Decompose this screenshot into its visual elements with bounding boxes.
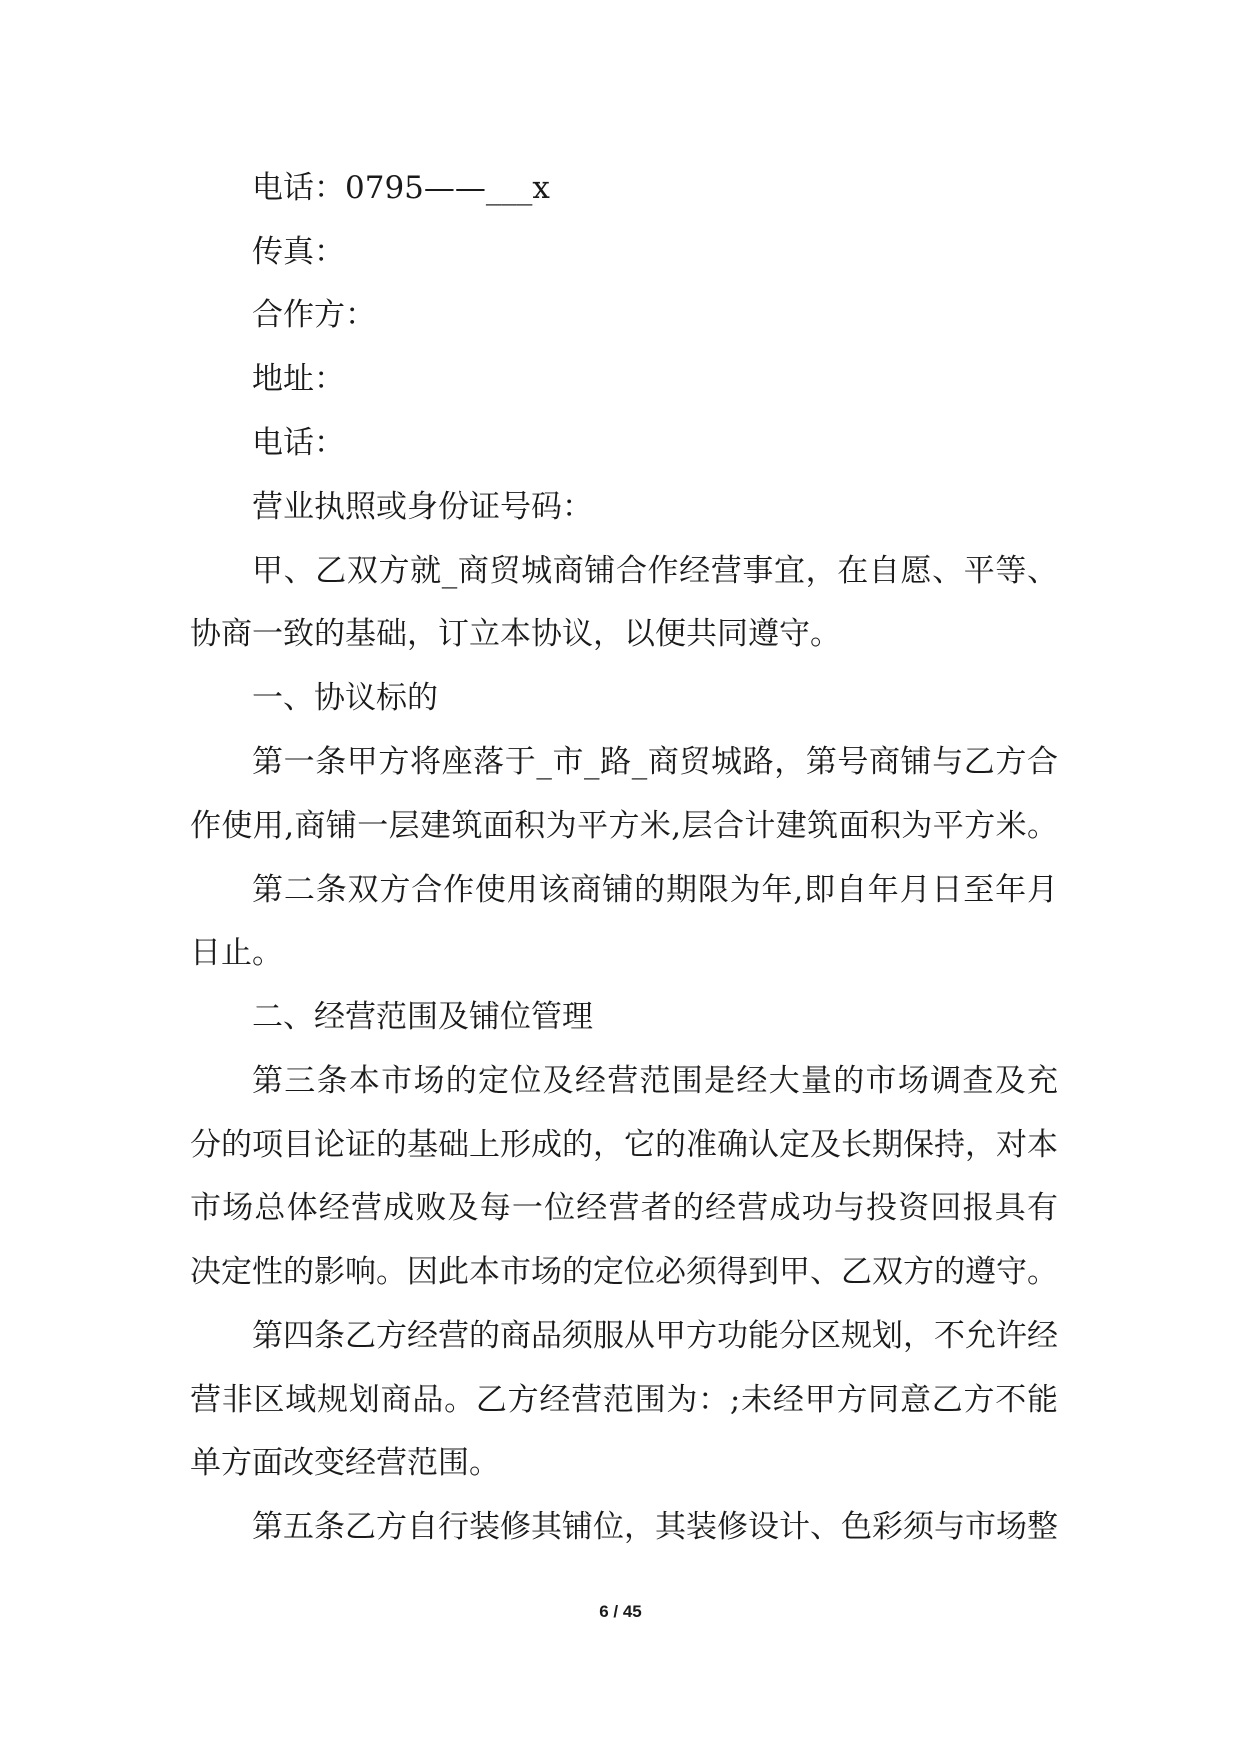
paragraph-line: 市场总体经营成败及每一位经营者的经营成功与投资回报具有 xyxy=(190,1190,1058,1226)
section-heading: 二、经营范围及铺位管理 xyxy=(252,999,593,1035)
address-line: 地址： xyxy=(252,361,345,397)
paragraph-line: 日止。 xyxy=(190,935,283,971)
partner-line: 合作方： xyxy=(252,297,376,333)
section-heading: 一、协议标的 xyxy=(252,680,438,716)
page-number: 6 / 45 xyxy=(599,1602,642,1621)
paragraph-line: 第三条本市场的定位及经营范围是经大量的市场调查及充 xyxy=(252,1063,1058,1099)
paragraph-line: 第四条乙方经营的商品须服从甲方功能分区规划，不允许经 xyxy=(252,1318,1058,1354)
paragraph-line: 分的项目论证的基础上形成的，它的准确认定及长期保持，对本 xyxy=(190,1127,1058,1163)
paragraph-line: 第一条甲方将座落于_市_路_商贸城路，第号商铺与乙方合 xyxy=(252,744,1058,780)
paragraph-line: 第二条双方合作使用该商铺的期限为年,即自年月日至年月 xyxy=(252,872,1058,908)
fax-line: 传真： xyxy=(252,234,345,270)
paragraph-line: 甲、乙双方就_商贸城商铺合作经营事宜，在自愿、平等、 xyxy=(252,553,1058,589)
paragraph-line: 决定性的影响。因此本市场的定位必须得到甲、乙双方的遵守。 xyxy=(190,1254,1058,1290)
paragraph-line: 协商一致的基础，订立本协议，以便共同遵守。 xyxy=(190,616,841,652)
paragraph-line: 作使用,商铺一层建筑面积为平方米,层合计建筑面积为平方米。 xyxy=(190,808,1058,844)
license-id-line: 营业执照或身份证号码： xyxy=(252,489,593,525)
partner-phone-line: 电话： xyxy=(252,425,345,461)
paragraph-line: 营非区域规划商品。乙方经营范围为：;未经甲方同意乙方不能 xyxy=(190,1382,1058,1418)
paragraph-line: 单方面改变经营范围。 xyxy=(190,1445,500,1481)
paragraph-line: 第五条乙方自行装修其铺位，其装修设计、色彩须与市场整 xyxy=(252,1509,1058,1545)
phone-line: 电话：0795——___x xyxy=(252,170,550,206)
